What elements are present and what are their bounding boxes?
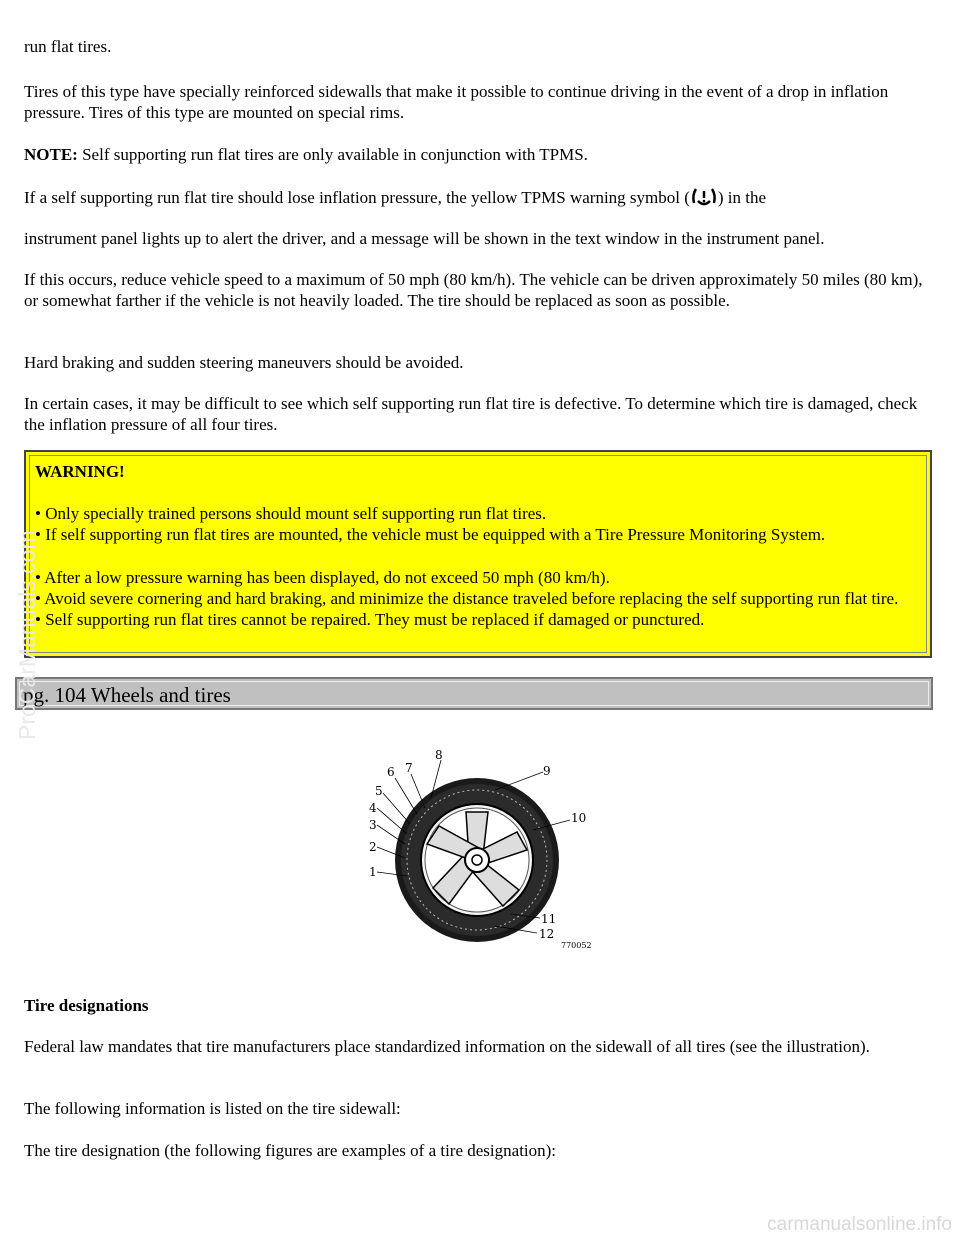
figure-label: 4	[369, 801, 377, 815]
tire-illustration	[365, 748, 615, 953]
paragraph-tpms-symbol	[24, 187, 766, 209]
tpms-text-after: ) in the	[717, 188, 767, 207]
paragraph-instrument-panel: instrument panel lights up to alert the driver, and a message will be shown in the text window in the instrument panel.	[24, 229, 825, 248]
paragraph-note	[24, 144, 588, 165]
figure-label: 3	[369, 818, 377, 832]
figure-label: 2	[369, 840, 377, 854]
figure-code: 770052	[561, 941, 592, 950]
figure-label: 5	[375, 784, 383, 798]
warning-list	[35, 503, 930, 630]
warning-item: • Self supporting run flat tires cannot be repaired. They must be replaced if damaged or punctured.	[35, 610, 705, 629]
section-header	[15, 677, 933, 710]
warning-item: • After a low pressure warning has been displayed, do not exceed 50 mph (80 km/h).	[35, 568, 610, 587]
warning-item: • Avoid severe cornering and hard braking, and minimize the distance traveled before replacing the self supporting run flat tire.	[35, 589, 899, 608]
figure-label: 7	[405, 761, 413, 775]
figure-label: 10	[571, 811, 587, 825]
paragraph-designation-examples: The tire designation (the following figures are examples of a tire designation):	[24, 1141, 557, 1160]
note-label: NOTE:	[24, 145, 78, 164]
section-title: pg. 104 Wheels and tires	[23, 683, 231, 707]
paragraph-sidewalls: Tires of this type have specially reinforced sidewalls that make it possible to continue driving in the event of a drop in inflation pressure. Tires of this type are mounted on special rims.	[24, 82, 889, 122]
figure-label: 1	[369, 865, 377, 879]
warning-box	[24, 450, 932, 658]
figure-label: 11	[541, 912, 557, 926]
footer-watermark: carmanualsonline.info	[767, 1214, 952, 1235]
paragraph-avoid: Hard braking and sudden steering maneuvers should be avoided.	[24, 353, 464, 372]
tire-designations-heading: Tire designations	[24, 996, 149, 1015]
paragraph-speed-limit: If this occurs, reduce vehicle speed to a maximum of 50 mph (80 km/h). The vehicle can be driven approximately 50 miles (80 km), or somewhat farther if the vehicle is not heavily loaded. The tire should be replaced as soon as possible.	[24, 270, 923, 310]
paragraph-sidewall-info: The following information is listed on the tire sidewall:	[24, 1099, 401, 1118]
paragraph-federal-law: Federal law mandates that tire manufacturers place standardized information on the sidewall of all tires (see the illustration).	[24, 1037, 870, 1056]
figure-label: 12	[539, 927, 555, 941]
paragraph-intro: run flat tires.	[24, 37, 112, 56]
warning-item: • If self supporting run flat tires are mounted, the vehicle must be equipped with a Tire Pressure Monitoring System.	[35, 525, 826, 544]
figure-label: 9	[543, 764, 551, 778]
tpms-warning-icon	[690, 187, 718, 209]
figure-label: 8	[435, 748, 443, 762]
warning-item: • Only specially trained persons should mount self supporting run flat tires.	[35, 504, 547, 523]
figure-label: 6	[387, 765, 395, 779]
side-watermark: ProCarManuals.com	[14, 530, 40, 740]
tpms-text-before: If a self supporting run flat tire should lose inflation pressure, the yellow TPMS warning symbol (	[24, 188, 690, 207]
warning-title: WARNING!	[35, 462, 125, 481]
paragraph-defective: In certain cases, it may be difficult to see which self supporting run flat tire is defective. To determine which tire is damaged, check the inflation pressure of all four tires.	[24, 394, 918, 434]
note-text: Self supporting run flat tires are only available in conjunction with TPMS.	[77, 145, 588, 164]
